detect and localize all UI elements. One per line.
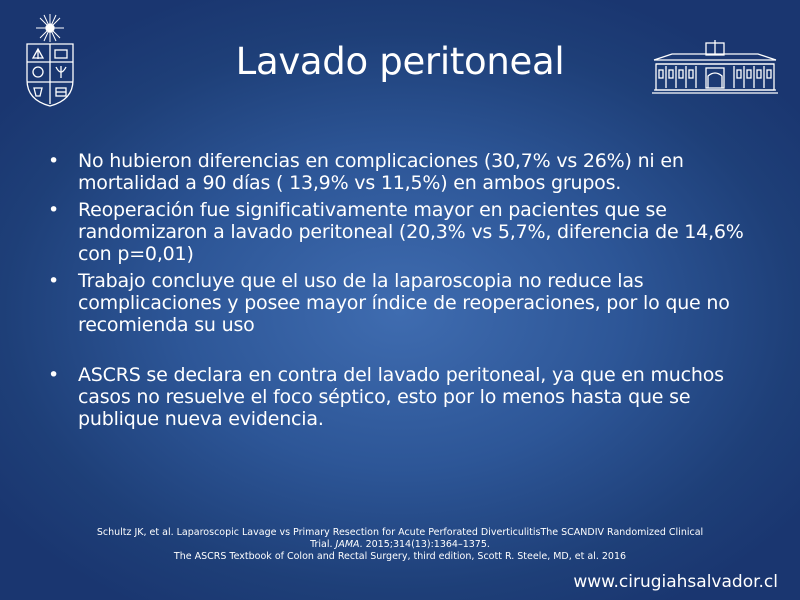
bullet-item bbox=[46, 150, 766, 194]
website-url: www.cirugiahsalvador.cl bbox=[573, 572, 778, 592]
bullet-text: ASCRS se declara en contra del lavado peritoneal, ya que en muchos casos no resuelve el foco séptico, esto por lo menos hasta que se publique nueva evidencia. bbox=[78, 364, 724, 430]
bullet-text: Reoperación fue significativamente mayor en pacientes que se randomizaron a lavado peritoneal (20,3% vs 5,7%, diferencia de 14,6% con p=0,01) bbox=[78, 199, 744, 265]
bullet-text: Trabajo concluye que el uso de la laparoscopia no reduce las complicaciones y posee mayor índice de reoperaciones, por lo que no recomienda su uso bbox=[78, 270, 730, 336]
reference-1-line-2 bbox=[60, 539, 740, 551]
bullet-dot: • bbox=[48, 150, 60, 172]
bullet-dot: • bbox=[48, 364, 60, 386]
references bbox=[60, 527, 740, 563]
reference-1-prefix: Trial. bbox=[310, 539, 336, 550]
bullet-text: No hubieron diferencias en complicaciones (30,7% vs 26%) ni en mortalidad a 90 días ( 13,9% vs 11,5%) en ambos grupos. bbox=[78, 150, 684, 194]
bullet-dot: • bbox=[48, 270, 60, 292]
reference-1-journal: JAMA bbox=[335, 539, 360, 550]
reference-1-line-1: Schultz JK, et al. Laparoscopic Lavage vs Primary Resection for Acute Perforated DiverticulitisThe SCANDIV Randomized Clinical bbox=[96, 527, 704, 538]
bullet-item bbox=[46, 199, 766, 265]
reference-2: The ASCRS Textbook of Colon and Rectal Surgery, third edition, Scott R. Steele, MD, et al. 2016 bbox=[173, 551, 627, 562]
bullet-dot: • bbox=[48, 199, 60, 221]
reference-1-suffix: . 2015;314(13):1364–1375. bbox=[359, 539, 490, 550]
bullet-list bbox=[46, 150, 766, 435]
bullet-item bbox=[46, 270, 766, 336]
bullet-item bbox=[46, 364, 766, 430]
slide-title: Lavado peritoneal bbox=[235, 40, 565, 83]
